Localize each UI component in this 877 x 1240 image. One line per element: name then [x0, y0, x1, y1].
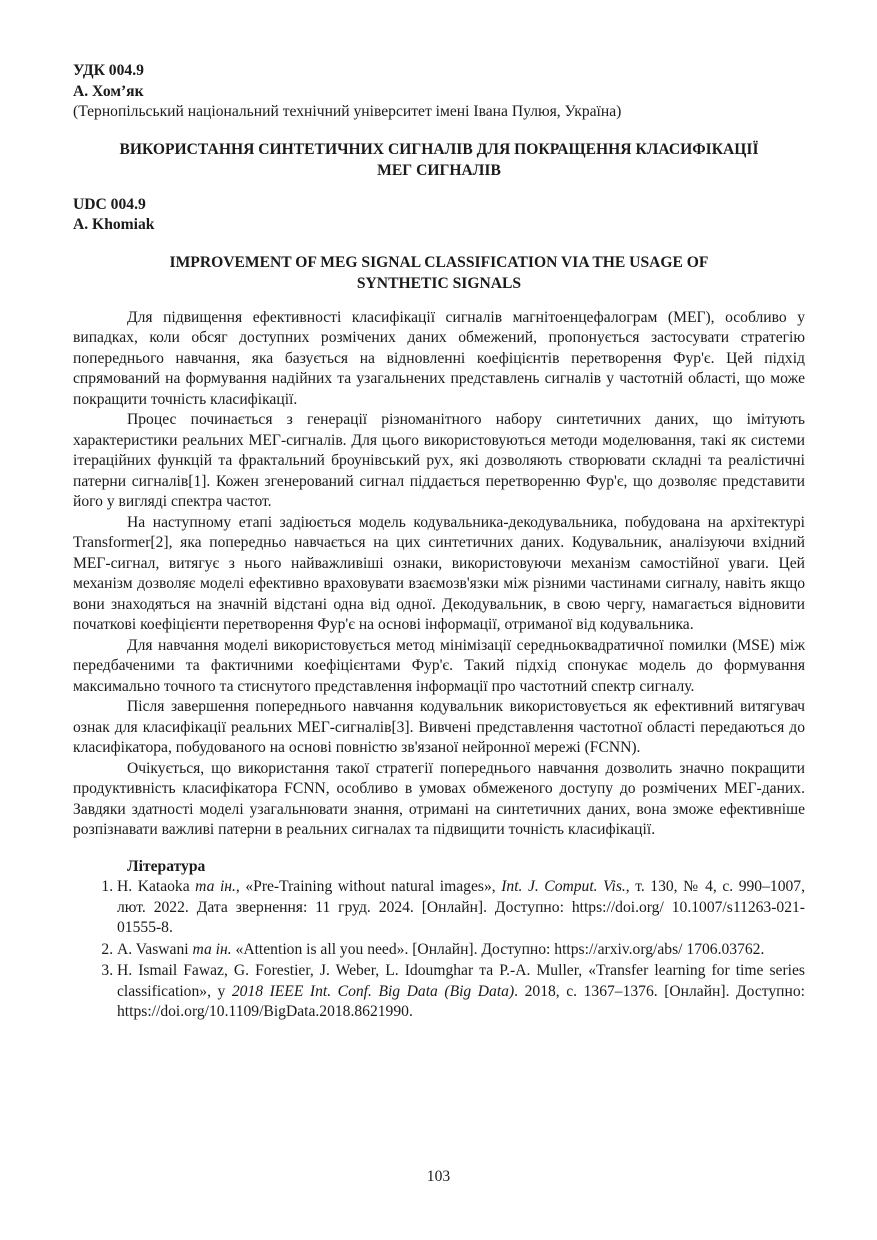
- paragraph: Після завершення попереднього навчання кодувальник використовується як ефективний витягувач ознак для класифікації реальних МЕГ-сигналів[3]. Вивчені представлення частотної області передаються до класифікатора, побудованого на основі повністю зв'язаної нейронної мережі (FCNN).: [73, 698, 805, 756]
- reference-item: 3. H. Ismail Fawaz, G. Forestier, J. Weber, L. Idoumghar та P.-A. Muller, «Transfer learning for time series classification», у 2018 IEEE Int. Conf. Big Data (Big Data). 2018, с. 1367–1376. [Онлайн]. Доступно: https://doi.org/10.1109/BigData.2018.8621990.: [117, 961, 805, 1023]
- abstract-body: [73, 308, 805, 841]
- page-content: [73, 61, 805, 1024]
- title-en-line2: SYNTHETIC SIGNALS: [356, 274, 522, 292]
- reference-item: 1. H. Kataoka та ін., «Pre-Training without natural images», Int. J. Comput. Vis., т. 130, № 4, с. 990–1007, лют. 2022. Дата звернення: 11 груд. 2024. [Онлайн]. Доступно: https://doi.org/ 10.1007/s11263-021-01555-8.: [117, 877, 805, 939]
- title-ua-line1: ВИКОРИСТАННЯ СИНТЕТИЧНИХ СИГНАЛІВ ДЛЯ ПОКРАЩЕННЯ КЛАСИФІКАЦІЇ: [119, 140, 759, 158]
- references-list: [73, 877, 805, 1023]
- paragraph: Для навчання моделі використовується метод мінімізації середньоквадратичної помилки (MSE) між передбаченими та фактичними коефіцієнтами Фур'є. Такий підхід спонукає модель до формування максимально точного та стиснутого представлення інформації про частотний спектр сигналу.: [73, 636, 805, 695]
- author-en: A. Khomiak: [73, 216, 155, 233]
- reference-item: 2. A. Vaswani та ін. «Attention is all you need». [Онлайн]. Доступно: https://arxiv.org/abs/ 1706.03762.: [117, 940, 805, 961]
- title-en: [73, 252, 805, 294]
- affiliation: (Тернопільський національний технічний університет імені Івана Пулюя, Україна): [73, 103, 622, 120]
- title-ua-line2: МЕГ СИГНАЛІВ: [377, 161, 501, 179]
- udc-en: UDC 004.9: [73, 195, 146, 213]
- author-ua: А. Хом’як: [73, 82, 144, 100]
- title-en-line1: IMPROVEMENT OF MEG SIGNAL CLASSIFICATION VIA THE USAGE OF: [169, 253, 709, 271]
- references-heading: Література: [127, 857, 206, 875]
- paragraph: На наступному етапі задіюється модель кодувальника-декодувальника, побудована на архітектурі Transformer[2], яка попередньо навчається на цих синтетичних даних. Кодувальник, аналізуючи вхідний МЕГ-сигнал, витягує з нього найважливіші ознаки, використовуючи механізм самостійної уваги. Цей механізм дозволяє моделі ефективно враховувати взаємозв'язки між різними частинами сигналу, навіть якщо вони знаходяться на значній відстані одна від одної. Декодувальник, в свою чергу, намагається відновити початкові коефіцієнти перетворення Фур'є на основі інформації, отриманої від кодувальника.: [73, 513, 805, 633]
- page-number: 103: [426, 1168, 451, 1185]
- udc-ua: УДК 004.9: [73, 62, 144, 79]
- title-ua: [73, 139, 805, 181]
- paragraph: Очікується, що використання такої стратегії попереднього навчання дозволить значно покращити продуктивність класифікатора FCNN, особливо в умовах обмеженого доступу до розмічених МЕГ-даних. Завдяки здатності моделі узагальнювати знання, отримані на синтетичних даних, вона зможе ефективніше розпізнавати важливі патерни в реальних сигналах та підвищити точність класифікації.: [73, 759, 805, 838]
- paragraph: Для підвищення ефективності класифікації сигналів магнітоенцефалограм (МЕГ), особливо у випадках, коли обсяг доступних розмічених даних обмежений, пропонується застосувати стратегію попереднього навчання, яка базується на відновленні коефіцієнтів перетворення Фур'є. Цей підхід спрямований на формування надійних та узагальнених представлень сигналів у частотній області, що може покращити точність класифікації.: [73, 308, 805, 408]
- paragraph: Процес починається з генерації різноманітного набору синтетичних даних, що імітують характеристики реальних МЕГ-сигналів. Для цього використовуються методи моделювання, такі як системи ітераційних функцій та фрактальний броунівський рух, які дозволяють створювати складні та реалістичні патерни сигналів[1]. Кожен згенерований сигнал піддається перетворенню Фур'є, що дозволяє представити його у вигляді спектра частот.: [73, 411, 805, 510]
